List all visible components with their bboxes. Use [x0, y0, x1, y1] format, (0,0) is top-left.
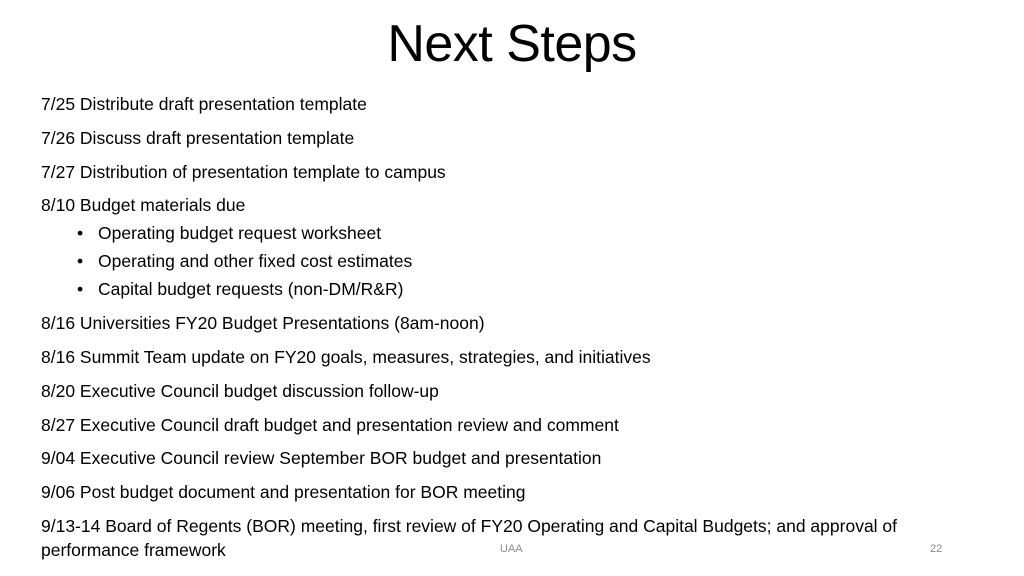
bullet-icon: • [77, 279, 84, 300]
list-item: 8/16 Universities FY20 Budget Presentations (8am-noon) [41, 313, 485, 334]
sub-list-item-text: Capital budget requests (non-DM/R&R) [98, 279, 404, 300]
list-item-label: 8/10 Budget materials due [41, 195, 246, 216]
list-item: 7/27 Distribution of presentation template to campus [41, 161, 446, 182]
sub-list-item [77, 221, 981, 245]
bullet-icon: • [77, 223, 84, 244]
slide-title: Next Steps [387, 15, 637, 73]
footer-label: UAA [500, 543, 523, 555]
sub-list [41, 221, 981, 301]
list-item: 8/27 Executive Council draft budget and presentation review and comment [41, 414, 619, 435]
page-number: 22 [930, 543, 943, 555]
sub-list-item-text: Operating and other fixed cost estimates [98, 251, 413, 272]
list-item: 9/04 Executive Council review September BOR budget and presentation [41, 448, 602, 469]
steps-list [41, 92, 981, 572]
list-item: 8/16 Summit Team update on FY20 goals, measures, strategies, and initiatives [41, 346, 651, 367]
list-item: 7/26 Discuss draft presentation template [41, 127, 355, 148]
list-item: 9/13-14 Board of Regents (BOR) meeting, first review of FY20 Operating and Capital Budgets; and approval of performance framework [41, 515, 898, 560]
sub-list-item-text: Operating budget request worksheet [98, 223, 382, 244]
list-item: 7/25 Distribute draft presentation template [41, 94, 367, 114]
list-item: 9/06 Post budget document and presentation for BOR meeting [41, 482, 526, 503]
bullet-icon: • [77, 251, 84, 272]
sub-list-item [77, 277, 981, 301]
list-item: 8/20 Executive Council budget discussion follow-up [41, 380, 439, 401]
sub-list-item [77, 249, 981, 273]
list-item [41, 193, 981, 301]
